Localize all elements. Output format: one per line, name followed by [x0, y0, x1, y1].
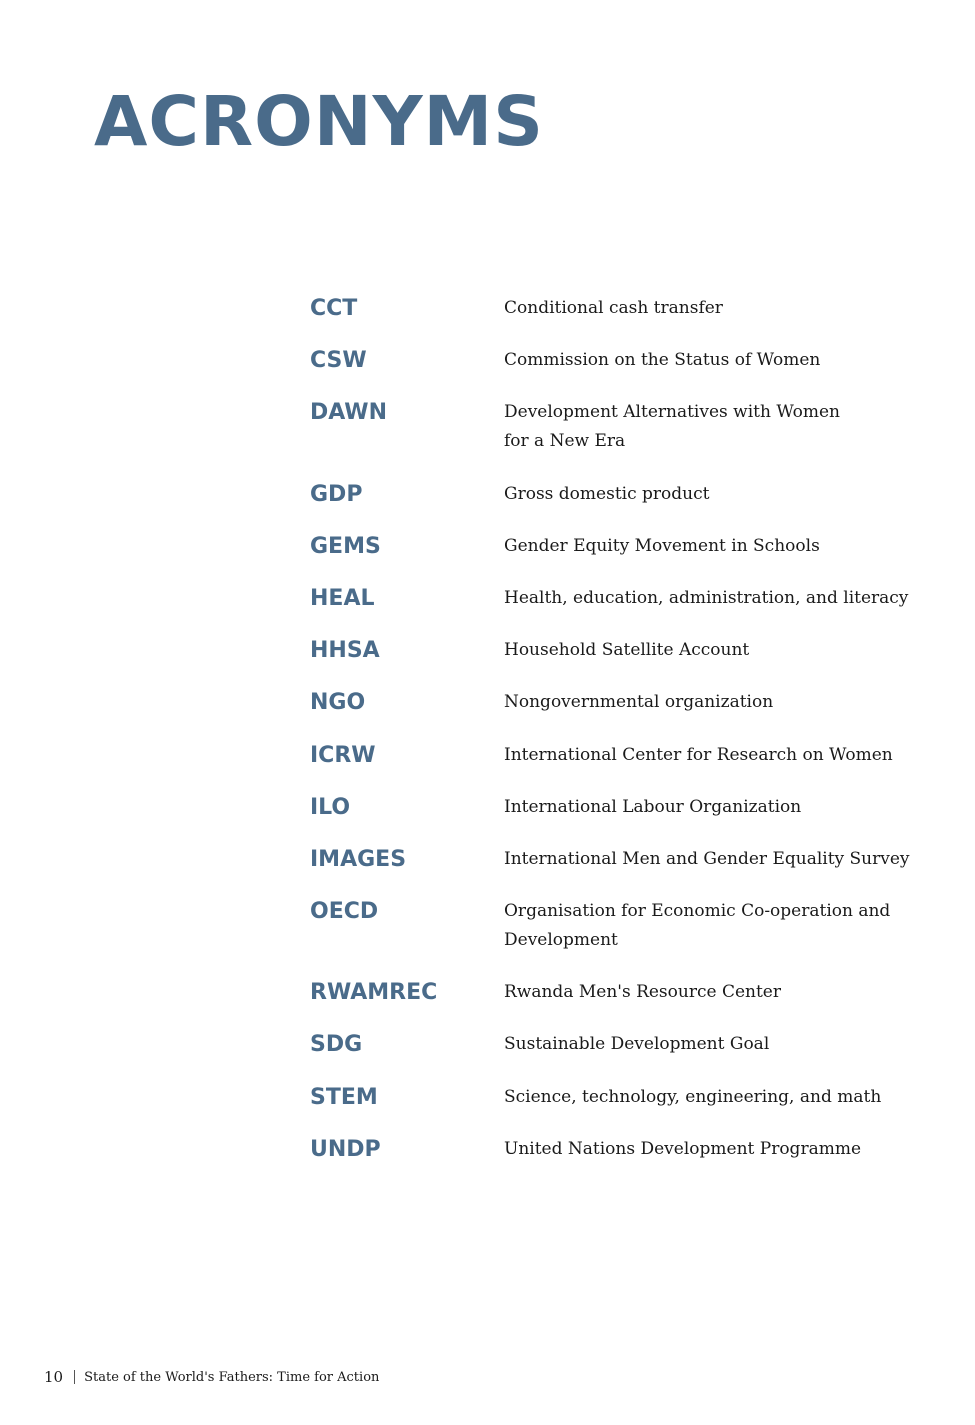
acronym-term: UNDP	[310, 1136, 381, 1162]
acronym-row	[310, 741, 910, 770]
acronym-row	[310, 294, 910, 323]
acronym-term: RWAMREC	[310, 980, 438, 1006]
acronym-row	[310, 978, 910, 1007]
acronym-row	[310, 346, 910, 375]
acronym-definition: International Labour Organization	[504, 796, 802, 817]
acronym-term: OECD	[310, 899, 379, 925]
acronym-row	[310, 845, 910, 874]
acronym-definition: Development Alternatives with Women for a New Era	[504, 402, 841, 452]
acronym-definition: International Men and Gender Equality Survey	[504, 848, 910, 869]
acronym-term: GDP	[310, 481, 363, 507]
acronym-row	[310, 636, 910, 665]
acronym-term: DAWN	[310, 400, 387, 426]
acronym-term: CSW	[310, 348, 367, 374]
acronym-row	[310, 532, 910, 561]
acronym-definition: Science, technology, engineering, and math	[504, 1086, 882, 1107]
acronym-term: HEAL	[310, 585, 375, 611]
acronym-definition: Commission on the Status of Women	[504, 350, 821, 371]
acronym-definition: Sustainable Development Goal	[504, 1034, 770, 1055]
acronym-row	[310, 897, 910, 955]
acronym-definition: Household Satellite Account	[504, 640, 750, 661]
acronym-row	[310, 1135, 910, 1164]
acronym-row	[310, 793, 910, 822]
page-title: ACRONYMS	[94, 82, 544, 162]
acronym-row	[310, 398, 910, 456]
acronym-term: HHSA	[310, 638, 380, 664]
acronym-definition: International Center for Research on Women	[504, 744, 893, 765]
acronym-term: IMAGES	[310, 846, 407, 872]
acronym-row	[310, 584, 910, 613]
page-number: 10	[44, 1368, 64, 1386]
acronym-term: ILO	[310, 794, 351, 820]
acronym-row	[310, 1083, 910, 1112]
acronym-definition: Nongovernmental organization	[504, 692, 774, 713]
acronym-row	[310, 480, 910, 509]
publication-title: State of the World's Fathers: Time for Action	[84, 1369, 380, 1385]
acronym-term: GEMS	[310, 533, 381, 559]
acronym-definition: Conditional cash transfer	[504, 298, 723, 318]
acronym-term: NGO	[310, 690, 366, 716]
acronym-list	[310, 294, 910, 1187]
acronym-term: STEM	[310, 1084, 378, 1110]
acronym-definition: United Nations Development Programme	[504, 1138, 861, 1159]
acronym-term: CCT	[310, 296, 358, 321]
acronym-row	[310, 1030, 910, 1059]
acronym-definition: Health, education, administration, and literacy	[504, 587, 909, 608]
acronym-definition: Organisation for Economic Co-operation and Development	[504, 901, 891, 951]
acronym-row	[310, 688, 910, 717]
footer-divider	[74, 1370, 75, 1384]
acronym-term: ICRW	[310, 742, 376, 768]
acronym-term: SDG	[310, 1032, 363, 1058]
acronym-definition: Rwanda Men's Resource Center	[504, 982, 781, 1003]
acronym-definition: Gross domestic product	[504, 483, 710, 504]
acronym-definition: Gender Equity Movement in Schools	[504, 535, 820, 556]
page-footer	[44, 1368, 379, 1386]
